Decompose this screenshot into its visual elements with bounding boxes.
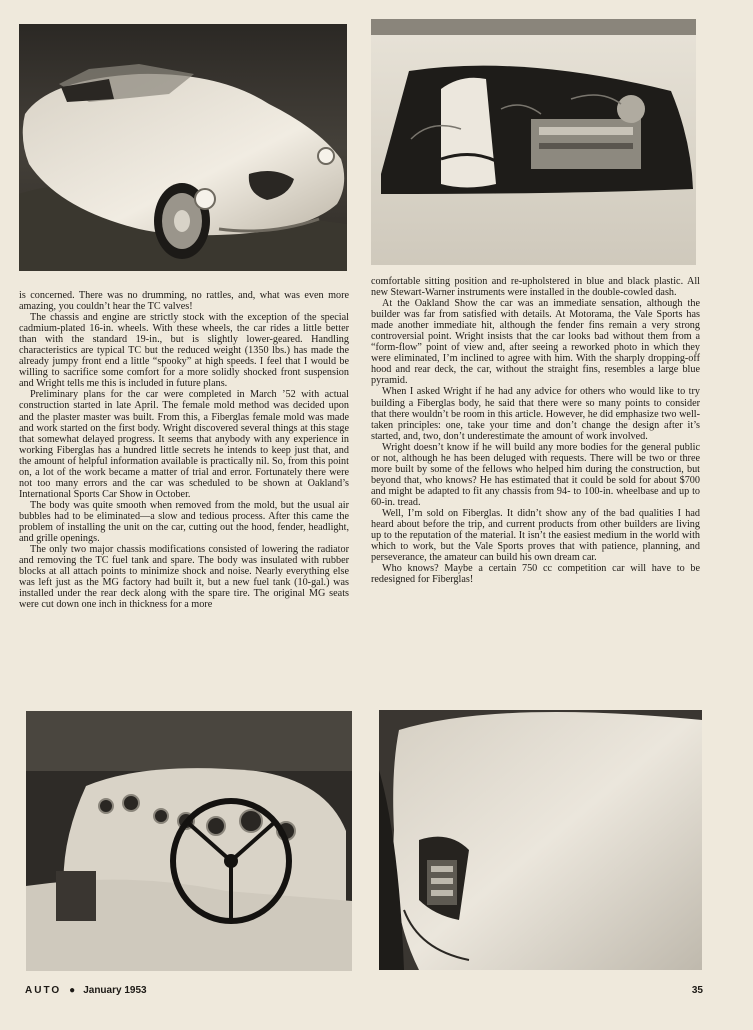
- paragraph: Well, I’m sold on Fiberglas. It didn’t show any of the bad qualities I had heard about before the trip, and current products from other builders are living up to the reputation of the material. It isn’t the easiest medium in the world with which to work, but the Vale Sports proves that with patience, planning, and perseverance, the amateur can build his own dream car.: [371, 507, 700, 564]
- separator-dot: ●: [69, 985, 76, 996]
- paragraph: The only two major chassis modifications consisted of lowering the radiator and removing the TC fuel tank and spare. The body was insulated with rubber blocks at all attach points to minimize shock and noise. Nearly everything else was left just as the MG factory had built it, but a new fuel tank (10-gal.) was installed under the rear deck along with the spare tire. The original MG seats were cut down one inch in thickness for a more: [19, 544, 349, 611]
- page-footer: [25, 985, 703, 999]
- paragraph: The chassis and engine are strictly stock with the exception of the special cadmium-plated 16-in. wheels. With these wheels, the car rides a little better than with the standard 19-in., but is slightly lower-geared. Handling characteristics are typical TC but the reduced weight (1350 lbs.) has made the already jumpy front end a little “spooky” at high speeds. I feel that I would be willing to sacrifice some comfort for a more solidly shocked front suspension and Wright tells me this is included in future plans.: [19, 312, 349, 390]
- paragraph: Preliminary plans for the car were completed in March ’52 with actual construction started in late April. The female mold method was decided upon and the plaster master was built. From this, a Fiberglas female mold was made and work started on the first body. Wright discovered several things at this stage that somewhat delayed progress. It seems that anybody with any experience in working Fiberglas has a hundred little secrets he intends to keep just that, and the amount of helpful information available is practically nil. So, from this point on, a lot of the work became a matter of trial and error. Fortunately there were not too many errors and the car was scheduled to be shown at Oakland’s International Sports Car Show in October.: [19, 389, 349, 500]
- sports-car-exterior-photo: [19, 24, 347, 271]
- paragraph: Wright doesn’t know if he will build any more bodies for the general public or not, although he has been deluged with requests. There will be two or three more built by some of the fellows who helped him during the construction, but beyond that, who knows? He has estimated that it could be sold for about $700 and might be adapted to fit any chassis from 94- to 100-in. wheelbase and up to 60-in. tread.: [371, 441, 700, 508]
- issue-date: January 1953: [83, 985, 147, 996]
- article-right-column: [371, 276, 700, 585]
- paragraph: The body was quite smooth when removed from the mold, but the usual air bubbles had to be eliminated—a slow and tedious process. After this came the problem of installing the unit on the car, cutting out the hood, fender, headlight, and grille openings.: [19, 499, 349, 545]
- fender-detail-photo: [379, 710, 702, 970]
- paragraph: is concerned. There was no drumming, no rattles, and, what was even more amazing, you couldn’t hear the TC valves!: [19, 290, 349, 313]
- dashboard-interior-photo: [26, 711, 352, 971]
- article-left-column: [19, 290, 349, 610]
- paragraph: Who knows? Maybe a certain 750 cc competition car will have to be redesigned for Fiberglas!: [371, 563, 700, 586]
- engine-compartment-photo: [371, 19, 696, 265]
- paragraph: When I asked Wright if he had any advice for others who would like to try building a Fiberglas body, he said that there were so many points to consider that there wouldn’t be room in this article. However, he did emphasize two well-taken principles: one, take your time and don’t change the design after it’s started, and, two, don’t underestimate the amount of work involved.: [371, 386, 700, 442]
- magazine-name: AUTO: [25, 985, 62, 996]
- paragraph: At the Oakland Show the car was an immediate sensation, although the builder was far from satisfied with details. At Motorama, the Vale Sports has made another immediate hit, although the fender fins remain a very strong controversial point. Wright insists that the car looks bad without them from a “form-flow” point of view and, after seeing a reworked photo in which they were eliminated, I’m inclined to agree with him. With the sharply dropping-off hood and rear deck, the car, without the straight fins, resembles a large blue pyramid.: [371, 298, 700, 387]
- page-number: 35: [691, 985, 703, 996]
- paragraph: comfortable sitting position and re-upholstered in blue and black plastic. All new Stewart-Warner instruments were installed in the double-cowled dash.: [371, 276, 700, 299]
